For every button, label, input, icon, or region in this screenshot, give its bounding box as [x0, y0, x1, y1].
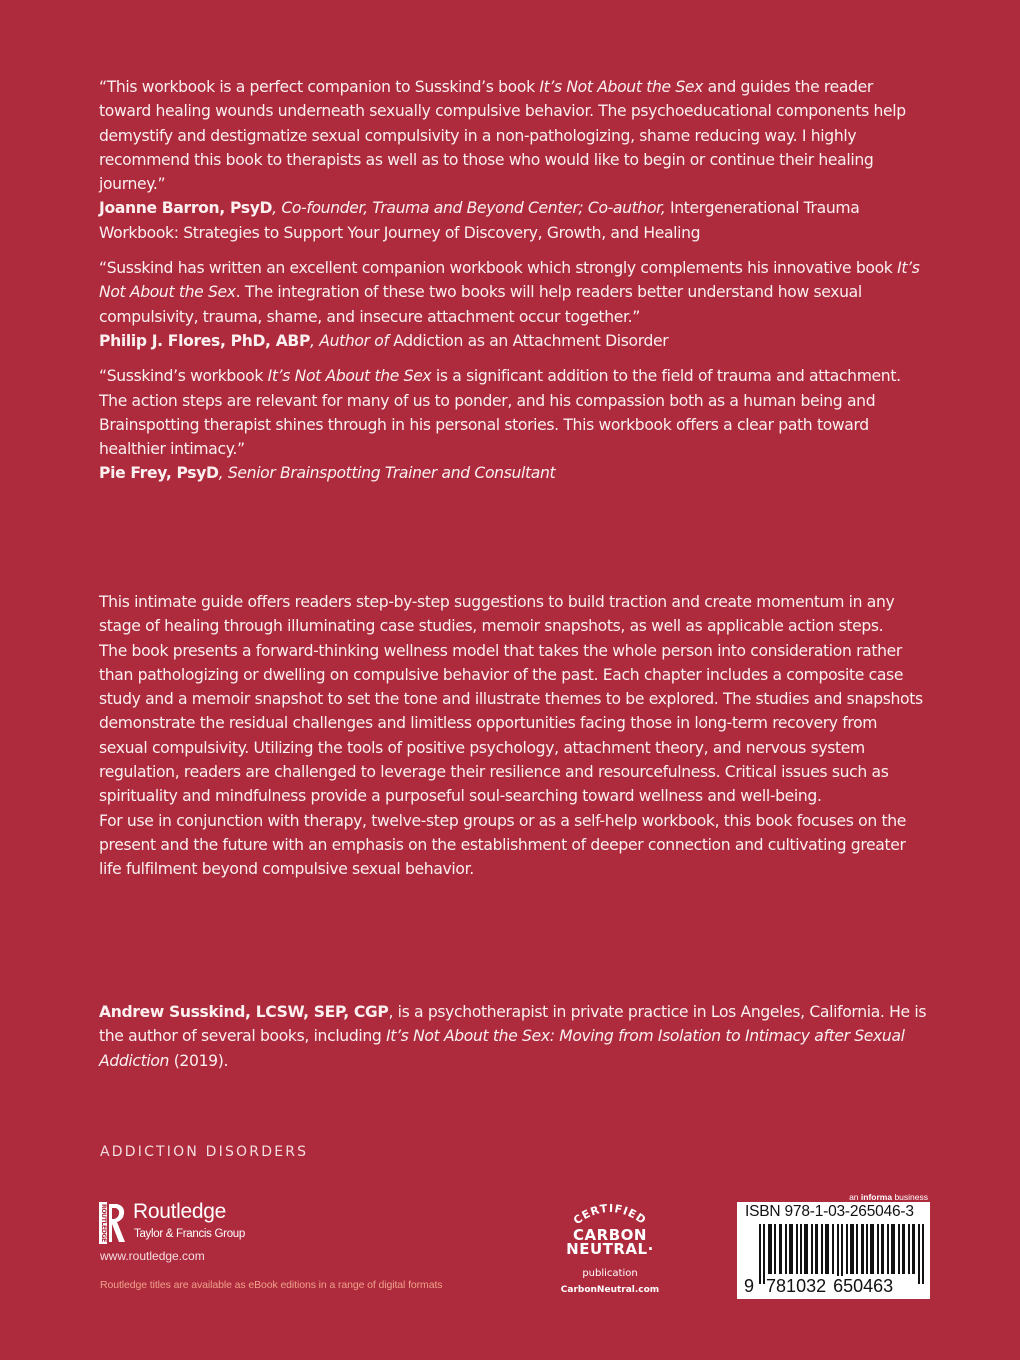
endorsement-1 — [99, 75, 929, 245]
book-description — [99, 590, 929, 882]
endorsement-attribution: Joanne Barron, PsyD, Co-founder, Trauma and Beyond Center; Co-author, Intergenerational Trauma Workbook: Strategies to Support Your Journey of Discovery, Growth, and Healing — [99, 199, 860, 242]
publisher-url[interactable]: www.routledge.com — [100, 1249, 205, 1263]
ebook-note: Routledge titles are available as eBook editions in a range of digital formats — [100, 1279, 443, 1291]
endorsement-attribution: Philip J. Flores, PhD, ABP, Author of Addiction as an Attachment Disorder — [99, 331, 669, 350]
barcode-bars-icon — [759, 1224, 924, 1284]
author-bio — [99, 1000, 929, 1073]
endorsement-quote: “This workbook is a perfect companion to Susskind’s book It’s Not About the Sex and guides the reader toward healing wounds underneath sexually compulsive behavior. The psychoeducational components help demystify and destigmatize sexual compulsivity in a non-pathologizing, shame reducing way. I highly recommend this book to therapists as well as to those who would like to begin or continue their healing journey.” — [99, 78, 906, 194]
endorsement-quote: “Susskind’s workbook It’s Not About the Sex is a significant addition to the field of trauma and attachment. The action steps are relevant for many of us to ponder, and his compassion both as a human being and Brainspotting therapist shines through in his personal stories. This workbook offers a clear path toward healthier intimacy.” — [99, 367, 901, 459]
endorsement-quote: “Susskind has written an excellent companion workbook which strongly complements his innovative book It’s Not About the Sex. The integration of these two books will help readers better understand how sexual compulsivity, trauma, shame, and insecure attachment occur together.” — [99, 259, 920, 326]
endorsement-2 — [99, 256, 929, 353]
carbon-word: CARBON — [573, 1226, 647, 1244]
author-book-title: It’s Not About the Sex: Moving from Isolation to Intimacy after Sexual Addiction — [99, 1027, 905, 1070]
author-name: Andrew Susskind, LCSW, SEP, CGP — [99, 1003, 389, 1021]
description-paragraph-2: The book presents a forward-thinking wellness model that takes the whole person into consideration rather than pathologizing or dwelling on compulsive behavior of the past. Each chapter includes a composite case study and a memoir snapshot to set the tone and illustrate themes to be explored. The studies and snapshots demonstrate the residual challenges and limitless opportunities facing those in long-term recovery from sexual compulsivity. Utilizing the tools of positive psychology, attachment theory, and nervous system regulation, readers are challenged to leverage their resilience and resourcefulness. Critical issues such as spirituality and mindfulness provide a purposeful soul-searching toward wellness and well-being. — [99, 641, 923, 806]
carbon-neutral-site: CarbonNeutral.com — [560, 1285, 660, 1295]
endorsements — [99, 75, 929, 497]
endorsement-attribution: Pie Frey, PsyD, Senior Brainspotting Trainer and Consultant — [99, 464, 556, 483]
isbn-barcode — [737, 1202, 930, 1299]
series-label: ADDICTION DISORDERS — [100, 1144, 309, 1160]
svg-text:CERTIFIED: CERTIFIED — [571, 1201, 649, 1228]
isbn-label: ISBN 978-1-03-265046-3 — [745, 1203, 914, 1220]
author-bio-text: Andrew Susskind, LCSW, SEP, CGP, is a psychotherapist in private practice in Los Angeles, California. He is the author of several books, including It’s Not About the Sex: Moving from Isolation to Intimacy after Sexual Addiction (2019). — [99, 1003, 927, 1070]
informa-tagline: an informa business — [849, 1192, 928, 1202]
carbon-neutral-badge — [555, 1200, 665, 1300]
barcode-digits: 9 781032 650463 — [744, 1276, 894, 1296]
publisher-group: Taylor & Francis Group — [134, 1228, 245, 1240]
endorsement-3 — [99, 364, 929, 485]
routledge-spine-word: ROUTLEDGE — [100, 1204, 107, 1242]
description-paragraph-3: For use in conjunction with therapy, twelve-step groups or as a self-help workbook, this book focuses on the present and the future with an emphasis on the establishment of deeper connection and cultivating greater life fulfilment beyond compulsive sexual behavior. — [99, 811, 907, 879]
neutral-word: NEUTRAL· — [566, 1240, 654, 1258]
description-paragraph-1: This intimate guide offers readers step-by-step suggestions to build traction and create momentum in any stage of healing through illuminating case studies, memoir snapshots, as well as applicable action steps. — [99, 593, 895, 636]
publication-word: publication — [582, 1268, 638, 1279]
publisher-name: Routledge — [133, 1200, 227, 1223]
